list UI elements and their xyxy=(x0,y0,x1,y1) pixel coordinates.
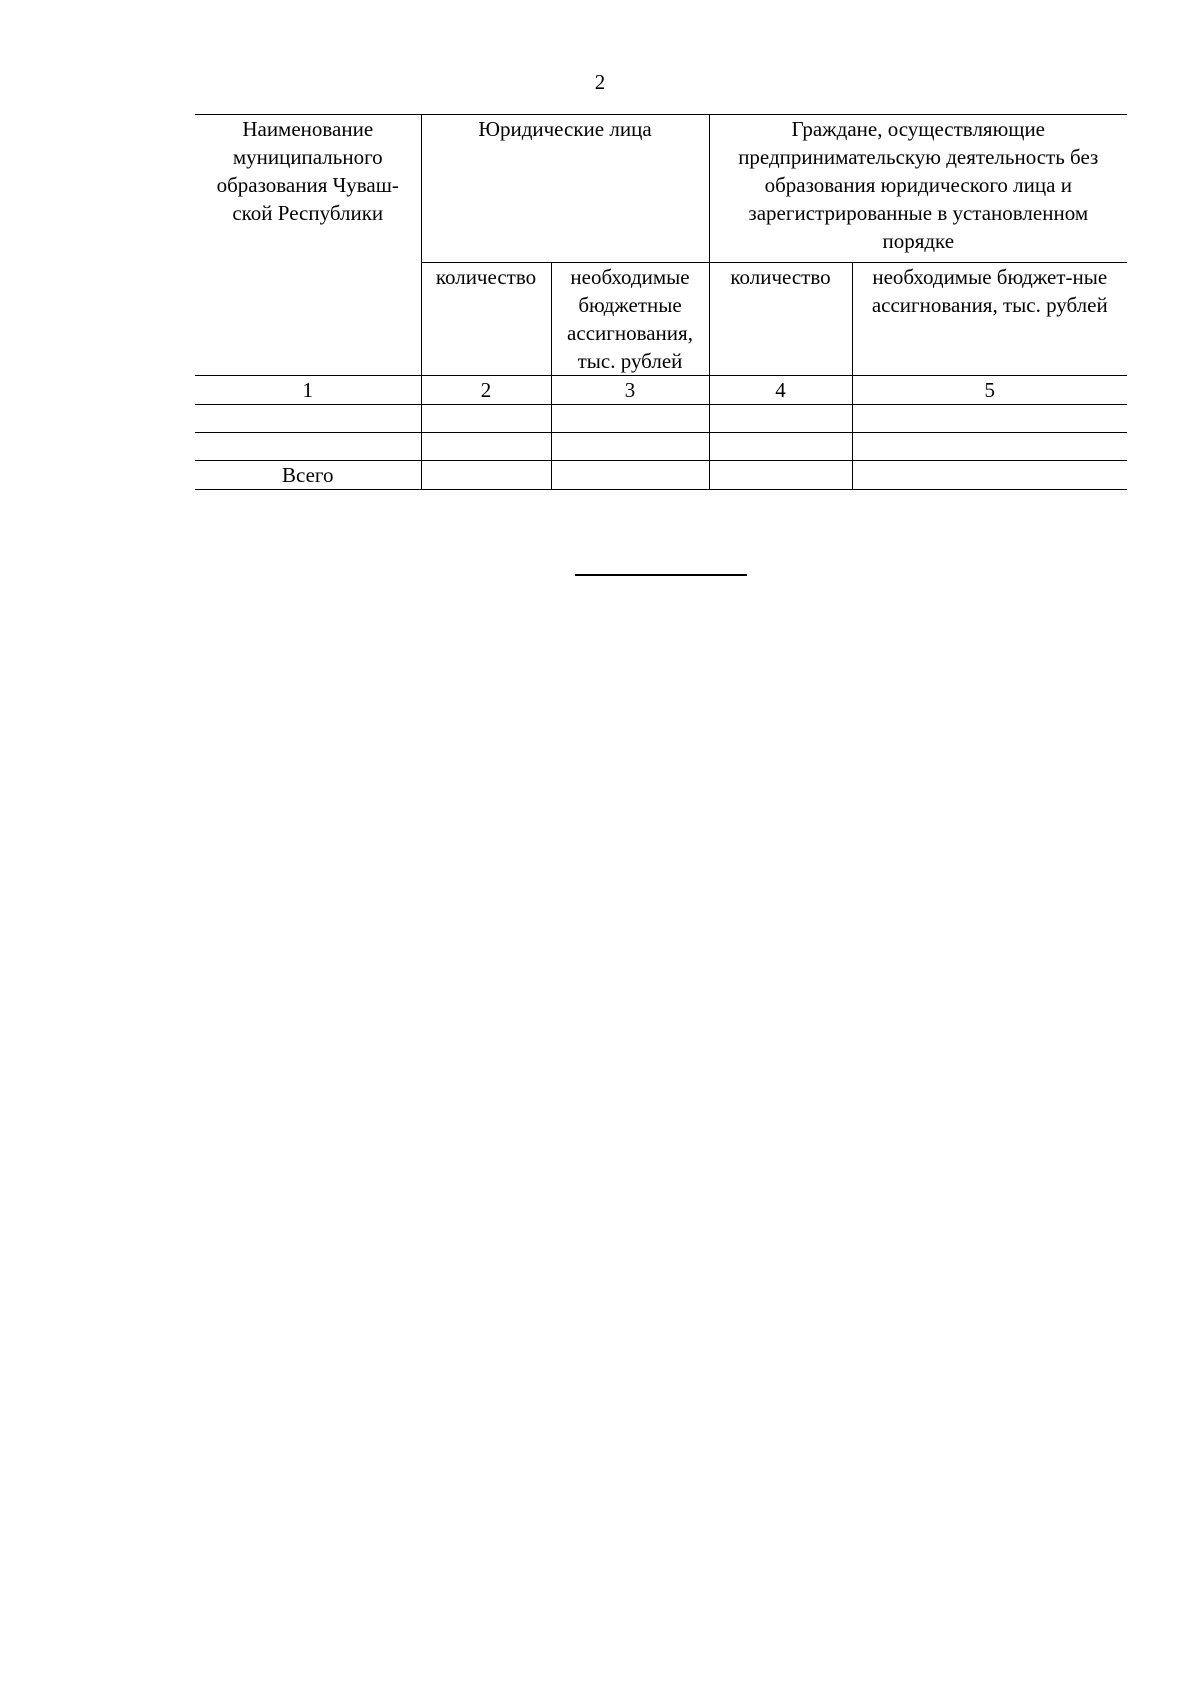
header-legal-count: количество xyxy=(421,263,551,376)
page-number: 2 xyxy=(594,70,606,94)
table-cell xyxy=(421,461,551,490)
table-cell xyxy=(852,405,1127,433)
table-cell xyxy=(421,405,551,433)
total-row xyxy=(195,461,1127,490)
table-cell xyxy=(551,461,709,490)
header-citizens-count: количество xyxy=(709,263,852,376)
table-cell xyxy=(852,433,1127,461)
column-number-2: 2 xyxy=(421,376,551,405)
header-legal-budget: необходимые бюджетные ассигнования, тыс. рублей xyxy=(551,263,709,376)
column-number-4: 4 xyxy=(709,376,852,405)
total-label: Всего xyxy=(195,461,421,490)
table-row xyxy=(195,433,1127,461)
column-number-1: 1 xyxy=(195,376,421,405)
table-cell xyxy=(551,405,709,433)
header-citizens: Граждане, осуществляющие предпринимательскую деятельность без образования юридического лица и зарегистрированные в установленном порядке xyxy=(709,115,1127,263)
column-number-5: 5 xyxy=(852,376,1127,405)
closing-divider xyxy=(575,574,747,576)
header-legal-entities: Юридические лица xyxy=(421,115,709,263)
table-cell xyxy=(852,461,1127,490)
table-cell xyxy=(421,433,551,461)
table-cell xyxy=(195,433,421,461)
table-cell xyxy=(551,433,709,461)
table-cell xyxy=(709,433,852,461)
table-header-row xyxy=(195,115,1127,263)
header-municipality: Наименование муниципального образования Чуваш-ской Республики xyxy=(195,115,421,376)
table-cell xyxy=(709,405,852,433)
column-number-3: 3 xyxy=(551,376,709,405)
budget-allocation-table xyxy=(195,114,1127,490)
header-citizens-budget: необходимые бюджет-ные ассигнования, тыс. рублей xyxy=(852,263,1127,376)
column-number-row xyxy=(195,376,1127,405)
table-cell xyxy=(195,405,421,433)
table-cell xyxy=(709,461,852,490)
table-row xyxy=(195,405,1127,433)
